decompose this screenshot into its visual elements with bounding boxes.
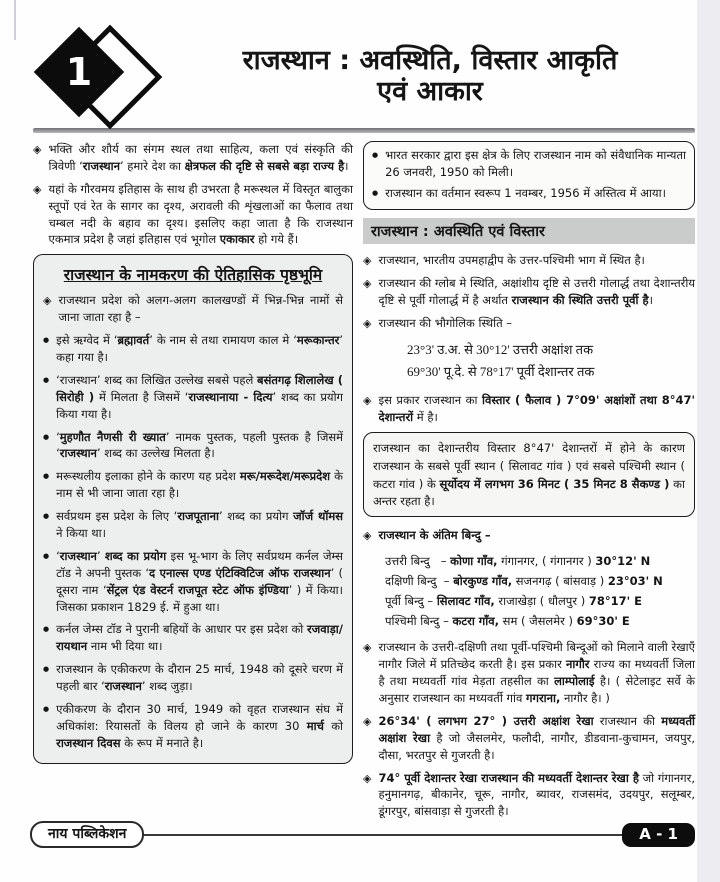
- constitutional-recognition-box: [363, 141, 695, 210]
- dot-bullet-icon: ●: [43, 551, 50, 560]
- endpoint-west: पश्चिमी बिन्दु – कटरा गाँव, सम ( जैसलमेर ) 69°30' E: [385, 614, 630, 629]
- latitude-range: 23°3' उ.अ. से 30°12' उत्तरी अक्षांश तक: [407, 341, 594, 357]
- page-footer: [30, 821, 695, 848]
- latitude-line-bullet: [363, 713, 695, 764]
- dot-bullet-icon: ●: [43, 472, 50, 481]
- intro-bullet: [33, 141, 353, 175]
- location-text: राजस्थान की ग्लोब मे स्थिति, अक्षांशीय दृष्टि से उत्तरी गोलार्द्ध तथा देशान्तरीय दृष्टि से पूर्वी गोलार्द्ध में है अर्थात राजस्थान की स्थिति उत्तरी पूर्वी है।: [378, 276, 695, 308]
- naming-box-heading: राजस्थान के नामकरण की ऐतिहासिक पृष्ठभूमि: [63, 266, 323, 285]
- longitude-line-text: 74° पूर्वी देशान्तर रेखा राजस्थान की मध्यवर्ती देशान्तर रेखा है जो गंगानगर, हनुमानगढ़, बीकानेर, चूरू, नागौर, ब्यावर, राजसमंद, उदयपुर, सलूम्बर, डूंगरपुर, बांसवाड़ा से गुजरती है।: [378, 770, 695, 819]
- header-divider: [33, 128, 695, 133]
- location-bullet: [363, 315, 695, 333]
- naming-item: [43, 548, 343, 616]
- naming-text: मरूस्थलीय इलाका होने के कारण यह प्रदेश मरू/मरूदेश/मरूप्रदेश के नाम से भी जाना जाता रहा है।: [56, 469, 343, 501]
- intro-text: भक्ति और शौर्य का संगम स्थल तथा साहित्य, कला एवं संस्कृति की त्रिवेणी ‘राजस्थान’ हमारे देश का क्षेत्रफल की दृष्टि से सबसे बड़ा राज्य है।: [48, 142, 353, 173]
- naming-text: एकीकरण के दौरान 30 मार्च, 1949 को वृहत राजस्थान संघ में अधिकांश: रियासतों के विलय हो जाने के कारण 30 मार्च को राजस्थान दिवस के रूप में मनाते है।: [56, 702, 343, 750]
- longitude-line-bullet: [363, 770, 695, 821]
- naming-item: [43, 429, 343, 463]
- diamond-bullet-icon: ◈: [363, 771, 372, 785]
- naming-text: ‘राजस्थान’ शब्द का लिखित उल्लेख सबसे पहले बसंतगढ़ शिलालेख ( सिरोही ) में मिलता है जिसमें ‘राजस्थानाया - दित्य’ शब्द का प्रयोग किया गया है।: [56, 372, 344, 421]
- naming-item: [43, 508, 343, 542]
- diamond-bullet-icon: ◈: [363, 714, 372, 728]
- diamond-bullet-icon: ◈: [363, 529, 372, 543]
- chapter-header: [33, 28, 695, 124]
- endpoints-heading: [363, 527, 695, 545]
- endpoint-north: उत्तरी बिन्दु – कोणा गाँव, गंगानगर, ( गंगानगर ) 30°12' N: [385, 553, 651, 568]
- recognition-text: राजस्थान का वर्तमान स्वरूप 1 नवम्बर, 1956 में अस्तित्व में आया।: [385, 185, 666, 200]
- dot-bullet-icon: ●: [43, 336, 50, 345]
- diamond-bullet-icon: ◈: [33, 182, 42, 196]
- naming-text: कर्नल जेम्स टॉड ने पुरानी बहियों के आधार पर इस प्रदेश को रजवाड़ा/रायथान नाम भी दिया था।: [56, 622, 343, 654]
- chapter-title-line2: एवं आकार: [377, 76, 483, 107]
- dot-bullet-icon: ●: [43, 375, 50, 384]
- dot-bullet-icon: ●: [43, 625, 50, 634]
- naming-text: राजस्थान प्रदेश को अलग-अलग कालखण्डों में भिन्न-भिन्न नामों से जाना जाता रहा है –: [58, 293, 343, 325]
- scan-edge-strip: [697, 0, 720, 882]
- location-bullet: [363, 252, 695, 270]
- scan-edge-mark: [14, 0, 16, 40]
- location-text: राजस्थान, भारतीय उपमहाद्वीप के उत्तर-पश्चिमी भाग में स्थित है।: [378, 252, 645, 267]
- publisher-name: नाय पब्लिकेशन: [30, 821, 144, 848]
- chapter-number: 1: [65, 50, 93, 94]
- naming-item: [43, 621, 343, 655]
- right-column: [363, 141, 695, 826]
- naming-text: ‘मुहणौत नैणसी री ख्यात’ नामक पुस्तक, पहली पुस्तक है जिसमें ‘राजस्थान’ शब्द का उल्लेख मिलता है।: [56, 429, 344, 461]
- page-content: [33, 28, 695, 826]
- dot-bullet-icon: ●: [43, 665, 50, 674]
- midline-bullet: [363, 639, 695, 707]
- latitude-line-text: 26°34' ( लगभग 27° ) उत्तरी अक्षांश रेखा राजस्थान की मध्यवर्ती अक्षांश रेखा है जो जैसलमेर, फलौदी, नागौर, डीडवाना-कुचामन, जयपुर, दौसा, भरतपुर से गुजरती है।: [378, 713, 695, 762]
- naming-item: [43, 332, 343, 366]
- sunrise-difference-box: राजस्थान का देशान्तरीय विस्तार 8°47' देशान्तरों में होने के कारण राजस्थान के सबसे पूर्वी स्थान ( सिलावट गांव ) एवं सबसे पश्चिमी स्थान ( कटरा गांव ) के सूर्योदय में लगभग 36 मिनट ( 35 मिनट 8 सैकण्ड ) का अन्तर रहता है।: [363, 432, 695, 517]
- intro-bullet: [33, 181, 353, 249]
- recognition-item: [372, 147, 686, 181]
- midline-text: राजस्थान के उत्तरी-दक्षिणी तथा पूर्वी-पश्चिमी बिन्दूओं को मिलाने वाली रेखाएँ नागौर जिले में प्रतिच्छेद करती है। इस प्रकार नागौर राज्य का मध्यवर्ती जिला है तथा मध्यवर्ती गांव मेड़ता तहसील का लाम्पोलाई है। ( सेटेलाइट सर्वे के अनुसार राजस्थान का मध्यवर्ती गांव गगराना, नागौर है। ): [378, 640, 695, 705]
- longitude-range: 69°30' पू.दे. से 78°17' पूर्वी देशान्तर तक: [407, 364, 595, 380]
- extent-text: इस प्रकार राजस्थान का विस्तार ( फैलाव ) 7°09' अक्षांशों तथा 8°47' देशान्तरों में है।: [378, 393, 696, 425]
- endpoint-east: पूर्वी बिन्दु – सिलावट गाँव, राजाखेड़ा ( धौलपुर ) 78°17' E: [385, 594, 642, 609]
- naming-text: ‘राजस्थान’ शब्द का प्रयोग इस भू-भाग के लिए सर्वप्रथम कर्नल जेम्स टॉड ने अपनी पुस्तक ‘द एनाल्स एण्ड एंटिक्विटिज ऑफ राजस्थान’ ( दूसरा नाम ‘सेंट्रल एंड वेस्टर्न राजपूत स्टेट ऑफ इंण्डिया’ ) में किया। जिसका प्रकाशन 1829 ई. में हुआ था।: [56, 548, 343, 614]
- section-heading: राजस्थान : अवस्थिति एवं विस्तार: [363, 218, 695, 244]
- intro-text: यहां के गौरवमय इतिहास के साथ ही उभरता है मरूस्थल में विस्तृत बालुका स्तूपों एवं रेत के सागर का दृश्य, अरावली की शृंखलाओं का फैलाव तथा चम्बल नदी के बहाव का दृश्य। इसलिए कहा जाता है कि राजस्थान एकमात्र प्रदेश है जहां इतिहास एवं भूगोल एकाकार हो गये हैं।: [48, 181, 353, 247]
- geographic-coordinates: [407, 339, 695, 385]
- naming-text: इसे ऋग्वेद में ‘ब्रह्मावर्त’ के नाम से तथा रामायण काल मे ‘मरूकान्तर’ कहा गया है।: [56, 333, 343, 365]
- chapter-title: [165, 45, 695, 107]
- recognition-text: भारत सरकार द्वारा इस क्षेत्र के लिए राजस्थान नाम को संवैधानिक मान्यता 26 जनवरी, 1950 को मिली।: [385, 148, 686, 179]
- naming-item: [43, 661, 343, 695]
- location-text: राजस्थान की भौगोलिक स्थिति –: [378, 316, 513, 331]
- naming-item: [43, 292, 343, 326]
- naming-text: राजस्थान के एकीकरण के दौरान 25 मार्च, 1948 को दूसरे चरण में पहली बार ‘राजस्थान’ शब्द जुड़ा।: [56, 662, 343, 694]
- chapter-badge: [33, 28, 151, 124]
- chapter-title-line1: राजस्थान : अवस्थिति, विस्तार आकृति: [242, 44, 618, 76]
- dot-bullet-icon: ●: [43, 432, 50, 441]
- diamond-bullet-icon: ◈: [33, 143, 42, 156]
- diamond-bullet-icon: ◈: [43, 294, 52, 308]
- dot-bullet-icon: ●: [372, 151, 379, 159]
- extent-bullet: [363, 392, 695, 426]
- left-column: [33, 141, 353, 764]
- endpoint-south: दक्षिणी बिन्दु – बोरकुण्ड गाँव, सजनगढ़ ( बांसवाड़ ) 23°03' N: [385, 573, 663, 588]
- naming-item: [43, 468, 343, 502]
- endpoints-heading-text: राजस्थान के अंतिम बिन्दु –: [378, 528, 491, 543]
- diamond-bullet-icon: ◈: [363, 317, 372, 331]
- page-number-badge: A - 1: [622, 823, 695, 847]
- dot-bullet-icon: ●: [43, 512, 50, 521]
- location-bullet: [363, 275, 695, 309]
- two-column-layout: [33, 141, 695, 826]
- naming-history-box: [33, 254, 353, 763]
- recognition-item: [372, 185, 686, 202]
- diamond-bullet-icon: ◈: [363, 394, 372, 408]
- naming-text: सर्वप्रथम इस प्रदेश के लिए ‘राजपूताना’ शब्द का प्रयोग जॉर्ज थॉमस ने किया था।: [56, 509, 343, 541]
- naming-item: [43, 701, 343, 752]
- naming-item: [43, 372, 343, 423]
- endpoints-list: [385, 551, 695, 632]
- diamond-bullet-icon: ◈: [363, 253, 372, 267]
- diamond-bullet-icon: ◈: [363, 641, 372, 655]
- footer-rule: [140, 834, 624, 836]
- dot-bullet-icon: ●: [372, 188, 379, 197]
- diamond-bullet-icon: ◈: [363, 277, 372, 291]
- dot-bullet-icon: ●: [43, 705, 50, 714]
